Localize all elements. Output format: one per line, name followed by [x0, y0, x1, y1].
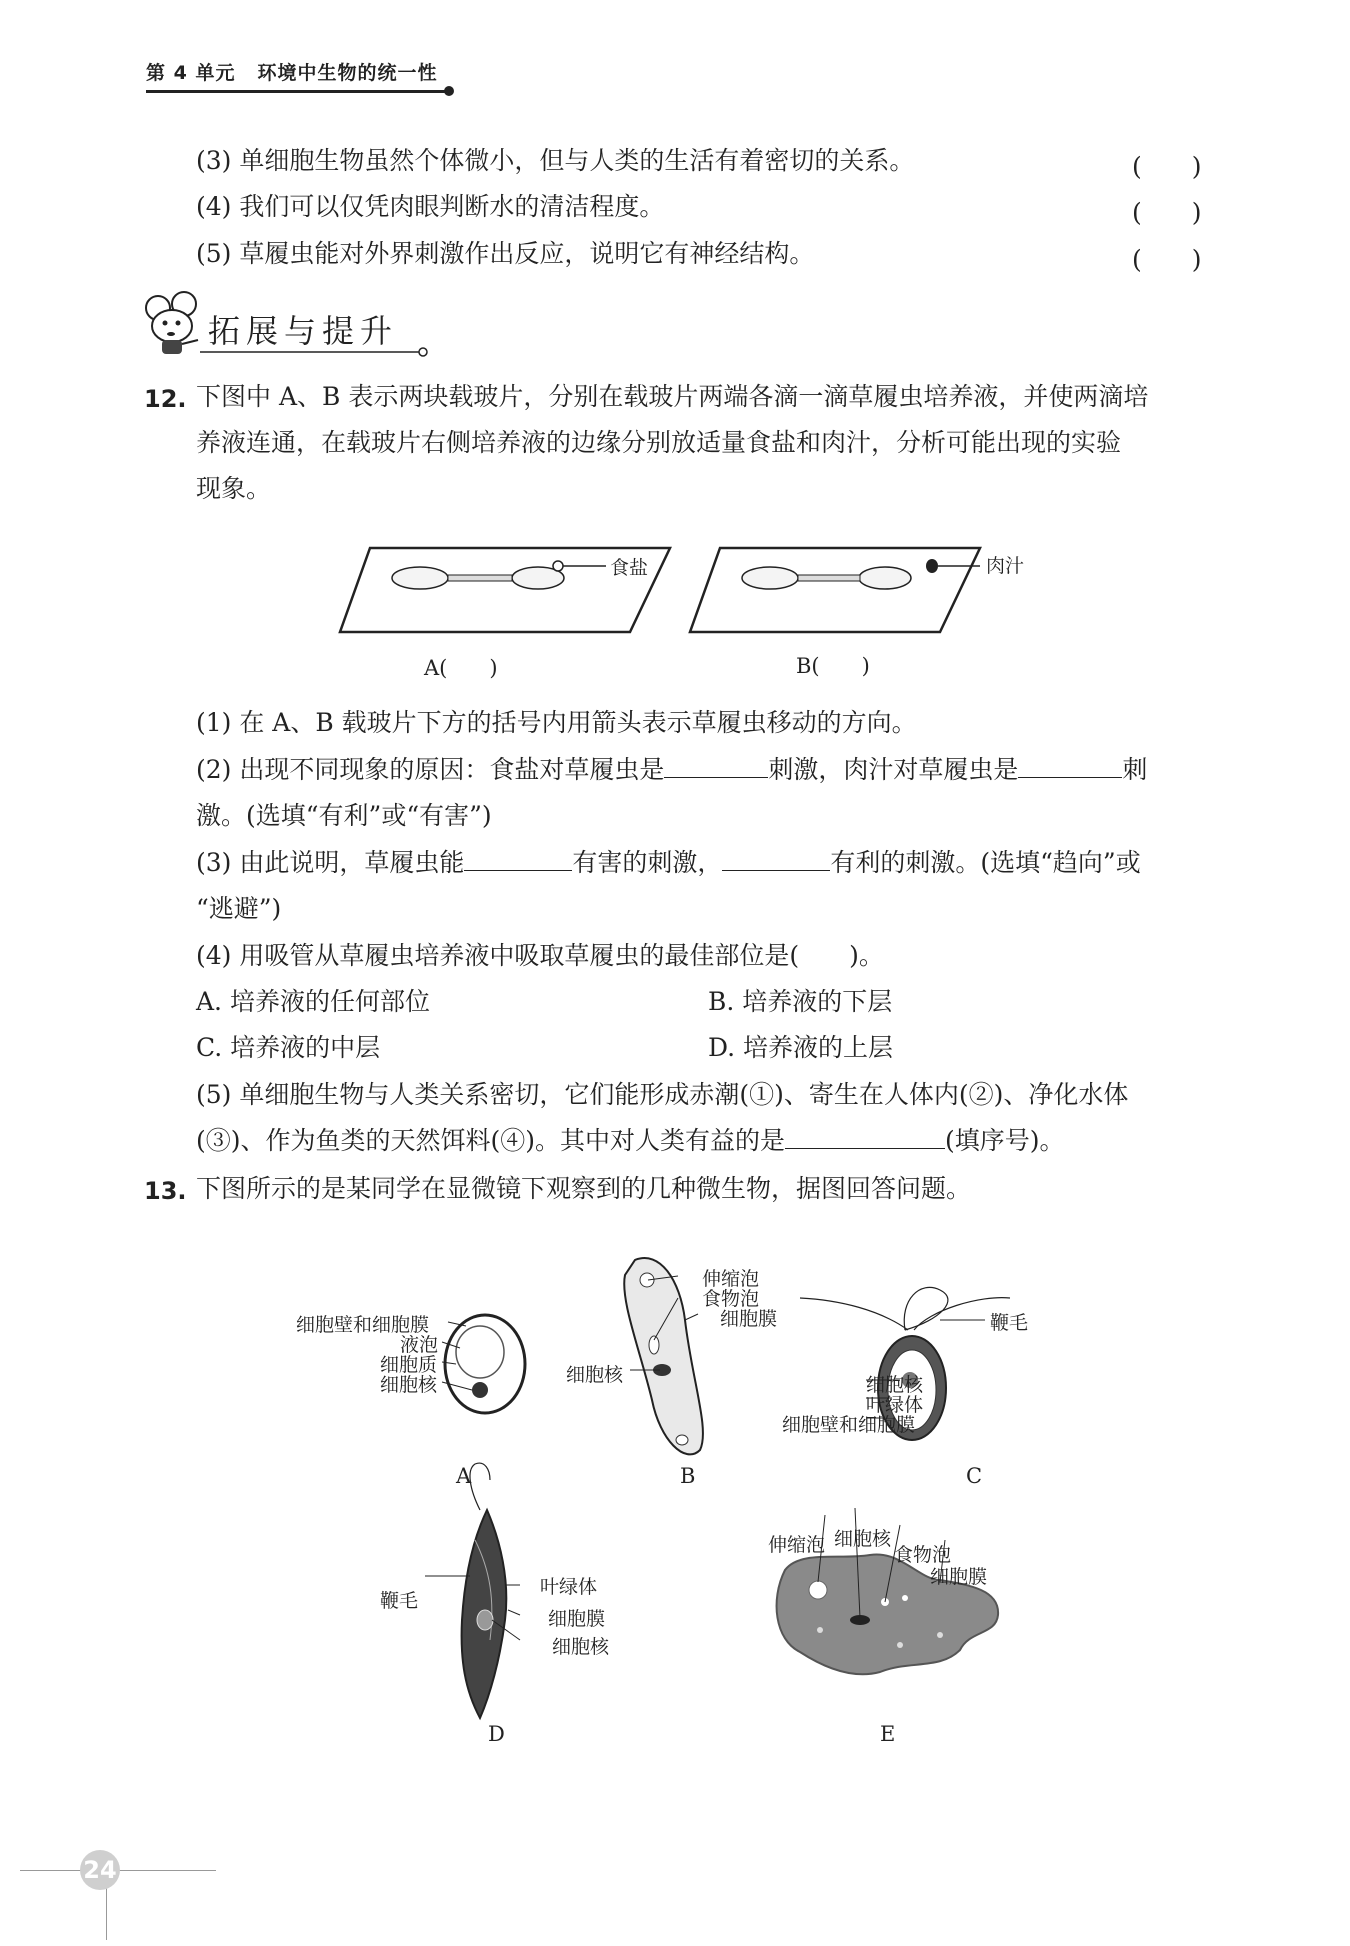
question-13-number: 13. [144, 1177, 187, 1205]
judgment-item-5: (5) 草履虫能对外界刺激作出反应，说明它有神经结构。 [196, 239, 815, 268]
q12-sub5-blank[interactable] [785, 1124, 945, 1149]
page-number: 24 [80, 1850, 120, 1890]
answer-paren-3: ( ) [1132, 152, 1202, 181]
q12-sub3-blank-2[interactable] [722, 846, 830, 871]
organism-e-label-food-vacuole: 食物泡 [894, 1544, 952, 1566]
q12-sub5-text-c: (填序号)。 [945, 1126, 1065, 1155]
organism-d-label-membrane: 细胞膜 [548, 1608, 606, 1630]
q12-sub3-blank-1[interactable] [464, 846, 572, 871]
q12-sub3-line2: “逃避”) [196, 894, 282, 923]
question-12-number: 12. [144, 385, 187, 413]
question-12-stem-line2: 养液连通，在载玻片右侧培养液的边缘分别放适量食盐和肉汁，分析可能出现的实验 [196, 428, 1122, 457]
organism-b-label-membrane: 细胞膜 [720, 1308, 778, 1330]
organism-b-caption: B [680, 1464, 696, 1488]
q12-sub3-text-b: 有害的刺激， [572, 848, 723, 877]
slide-a-caption: A( ) [424, 656, 498, 680]
organism-e-label-contractile-vacuole: 伸缩泡 [768, 1534, 826, 1556]
organism-b-drawing [624, 1258, 703, 1454]
organism-c-label-nucleus: 细胞核 [866, 1374, 924, 1396]
slide-b-diagram [690, 548, 980, 632]
q12-sub3-line1 [196, 840, 1141, 886]
q12-sub4: (4) 用吸管从草履虫培养液中吸取草履虫的最佳部位是( )。 [196, 941, 884, 970]
organism-e-label-membrane: 细胞膜 [930, 1566, 988, 1588]
unit-number: 第 4 单元 [146, 62, 236, 84]
q12-sub5-line1: (5) 单细胞生物与人类关系密切，它们能形成赤潮(①)、寄生在人体内(②)、净化水体 [196, 1080, 1129, 1109]
unit-title: 环境中生物的统一性 [257, 62, 438, 84]
section-title: 拓展与提升 [208, 312, 399, 350]
option-c: C. 培养液的中层 [196, 1033, 381, 1062]
q12-sub2-blank-2[interactable] [1018, 753, 1122, 778]
q12-sub3-text-c: 有利的刺激。(选填“趋向”或 [830, 848, 1141, 877]
organism-d-label-chloroplast: 叶绿体 [540, 1576, 598, 1598]
organism-c-caption: C [966, 1464, 983, 1488]
q12-sub2-text-b: 刺激，肉汁对草履虫是 [768, 755, 1019, 784]
organism-d-drawing [425, 1463, 520, 1718]
option-a: A. 培养液的任何部位 [196, 987, 430, 1016]
organism-e-caption: E [880, 1722, 896, 1746]
q12-sub2-blank-1[interactable] [664, 753, 768, 778]
unit-header [146, 58, 437, 85]
option-d: D. 培养液的上层 [708, 1033, 894, 1062]
q12-sub1: (1) 在 A、B 载玻片下方的括号内用箭头表示草履虫移动的方向。 [196, 708, 917, 737]
question-12-stem-line3: 现象。 [196, 474, 272, 503]
header-dot [444, 86, 454, 96]
header-underline [146, 90, 448, 93]
judgment-item-3: (3) 单细胞生物虽然个体微小，但与人类的生活有着密切的关系。 [196, 146, 915, 175]
organism-c-label-cellwall: 细胞壁和细胞膜 [782, 1414, 916, 1436]
slide-b-caption: B( ) [796, 654, 870, 678]
organism-b-label-nucleus: 细胞核 [566, 1364, 624, 1386]
q12-sub5-text-b: (③)、作为鱼类的天然饵料(④)。其中对人类有益的是 [196, 1126, 786, 1155]
q12-sub5-line2 [196, 1118, 1065, 1164]
organism-e-label-nucleus: 细胞核 [834, 1528, 892, 1550]
q12-sub3-text-a: (3) 由此说明，草履虫能 [196, 848, 465, 877]
organism-a-label-cytoplasm: 细胞质 [380, 1354, 438, 1376]
slide-diagrams [330, 540, 1030, 640]
q12-sub2-text-a: (2) 出现不同现象的原因：食盐对草履虫是 [196, 755, 665, 784]
salt-label: 食盐 [610, 557, 649, 579]
judgment-item-4: (4) 我们可以仅凭肉眼判断水的清洁程度。 [196, 192, 665, 221]
organism-c-label-chloroplast: 叶绿体 [866, 1394, 924, 1416]
organism-d-label-nucleus: 细胞核 [552, 1636, 610, 1658]
organism-a-label-nucleus: 细胞核 [380, 1374, 438, 1396]
broth-label: 肉汁 [986, 555, 1025, 577]
organism-a-label-cellwall: 细胞壁和细胞膜 [296, 1314, 430, 1336]
organism-b-label-contractile-vacuole: 伸缩泡 [702, 1268, 760, 1290]
organism-d-caption: D [488, 1722, 505, 1746]
organism-c-label-flagellum: 鞭毛 [990, 1312, 1029, 1334]
q12-sub2-line1 [196, 747, 1147, 793]
option-b: B. 培养液的下层 [708, 987, 893, 1016]
q12-sub2-line2: 激。(选填“有利”或“有害”) [196, 801, 492, 830]
question-13-stem: 下图所示的是某同学在显微镜下观察到的几种微生物，据图回答问题。 [196, 1174, 972, 1203]
question-12-stem-line1: 下图中 A、B 表示两块载玻片，分别在载玻片两端各滴一滴草履虫培养液，并使两滴培 [196, 382, 1149, 411]
organism-a-label-vacuole: 液泡 [400, 1334, 439, 1356]
answer-paren-5: ( ) [1132, 245, 1202, 274]
organism-a-drawing [442, 1315, 525, 1413]
organism-d-label-flagellum: 鞭毛 [380, 1590, 419, 1612]
organism-a-caption: A [456, 1464, 472, 1488]
answer-paren-4: ( ) [1132, 198, 1202, 227]
q12-sub2-text-c: 刺 [1122, 755, 1148, 784]
organism-b-label-food-vacuole: 食物泡 [702, 1288, 760, 1310]
